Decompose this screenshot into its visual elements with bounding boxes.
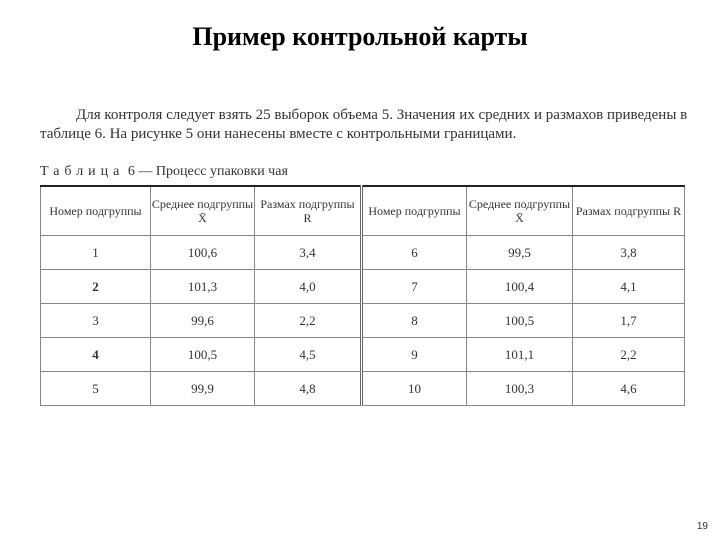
group-number-cell: 4 [41, 338, 151, 372]
range-cell: 4,0 [255, 270, 362, 304]
mean-cell: 99,9 [151, 372, 255, 406]
group-number-cell: 8 [362, 304, 467, 338]
caption-prefix: Таблица [40, 164, 125, 179]
group-number-cell: 6 [362, 236, 467, 270]
mean-cell: 100,3 [467, 372, 573, 406]
mean-cell: 100,5 [467, 304, 573, 338]
group-number-cell: 3 [41, 304, 151, 338]
table-row [41, 338, 685, 372]
group-number-cell: 10 [362, 372, 467, 406]
header-mean: Среднее подгруппы X̄ [151, 186, 255, 236]
range-cell: 3,4 [255, 236, 362, 270]
range-cell: 2,2 [255, 304, 362, 338]
table-caption [40, 164, 288, 180]
table-header-row [41, 186, 685, 236]
header-group-number: Номер подгруппы [41, 186, 151, 236]
group-number-cell: 1 [41, 236, 151, 270]
mean-cell: 99,5 [467, 236, 573, 270]
table-row [41, 304, 685, 338]
header-range: Размах подгруппы R [573, 186, 685, 236]
caption-text: 6 — Процесс упаковки чая [127, 164, 288, 179]
table-row [41, 372, 685, 406]
header-mean: Среднее подгруппы X̄ [467, 186, 573, 236]
range-cell: 4,6 [573, 372, 685, 406]
group-number-cell: 9 [362, 338, 467, 372]
header-group-number: Номер подгруппы [362, 186, 467, 236]
mean-cell: 99,6 [151, 304, 255, 338]
mean-cell: 100,4 [467, 270, 573, 304]
range-cell: 2,2 [573, 338, 685, 372]
mean-cell: 100,6 [151, 236, 255, 270]
range-cell: 4,1 [573, 270, 685, 304]
range-cell: 4,8 [255, 372, 362, 406]
group-number-cell: 7 [362, 270, 467, 304]
mean-cell: 100,5 [151, 338, 255, 372]
page-number: 19 [696, 521, 708, 532]
range-cell: 1,7 [573, 304, 685, 338]
intro-paragraph [40, 106, 690, 144]
header-range: Размах подгруппы R [255, 186, 362, 236]
data-table [40, 185, 685, 406]
mean-cell: 101,1 [467, 338, 573, 372]
table-row [41, 270, 685, 304]
slide-title: Пример контрольной карты [192, 22, 528, 51]
range-cell: 3,8 [573, 236, 685, 270]
range-cell: 4,5 [255, 338, 362, 372]
paragraph-line-2: таблице 6. На рисунке 5 они нанесены вместе с контрольными границами. [40, 126, 517, 142]
table-row [41, 236, 685, 270]
mean-cell: 101,3 [151, 270, 255, 304]
paragraph-line-1: Для контроля следует взять 25 выборок объема 5. Значения их средних и размахов приведены в [76, 107, 688, 123]
group-number-cell: 5 [41, 372, 151, 406]
group-number-cell: 2 [41, 270, 151, 304]
